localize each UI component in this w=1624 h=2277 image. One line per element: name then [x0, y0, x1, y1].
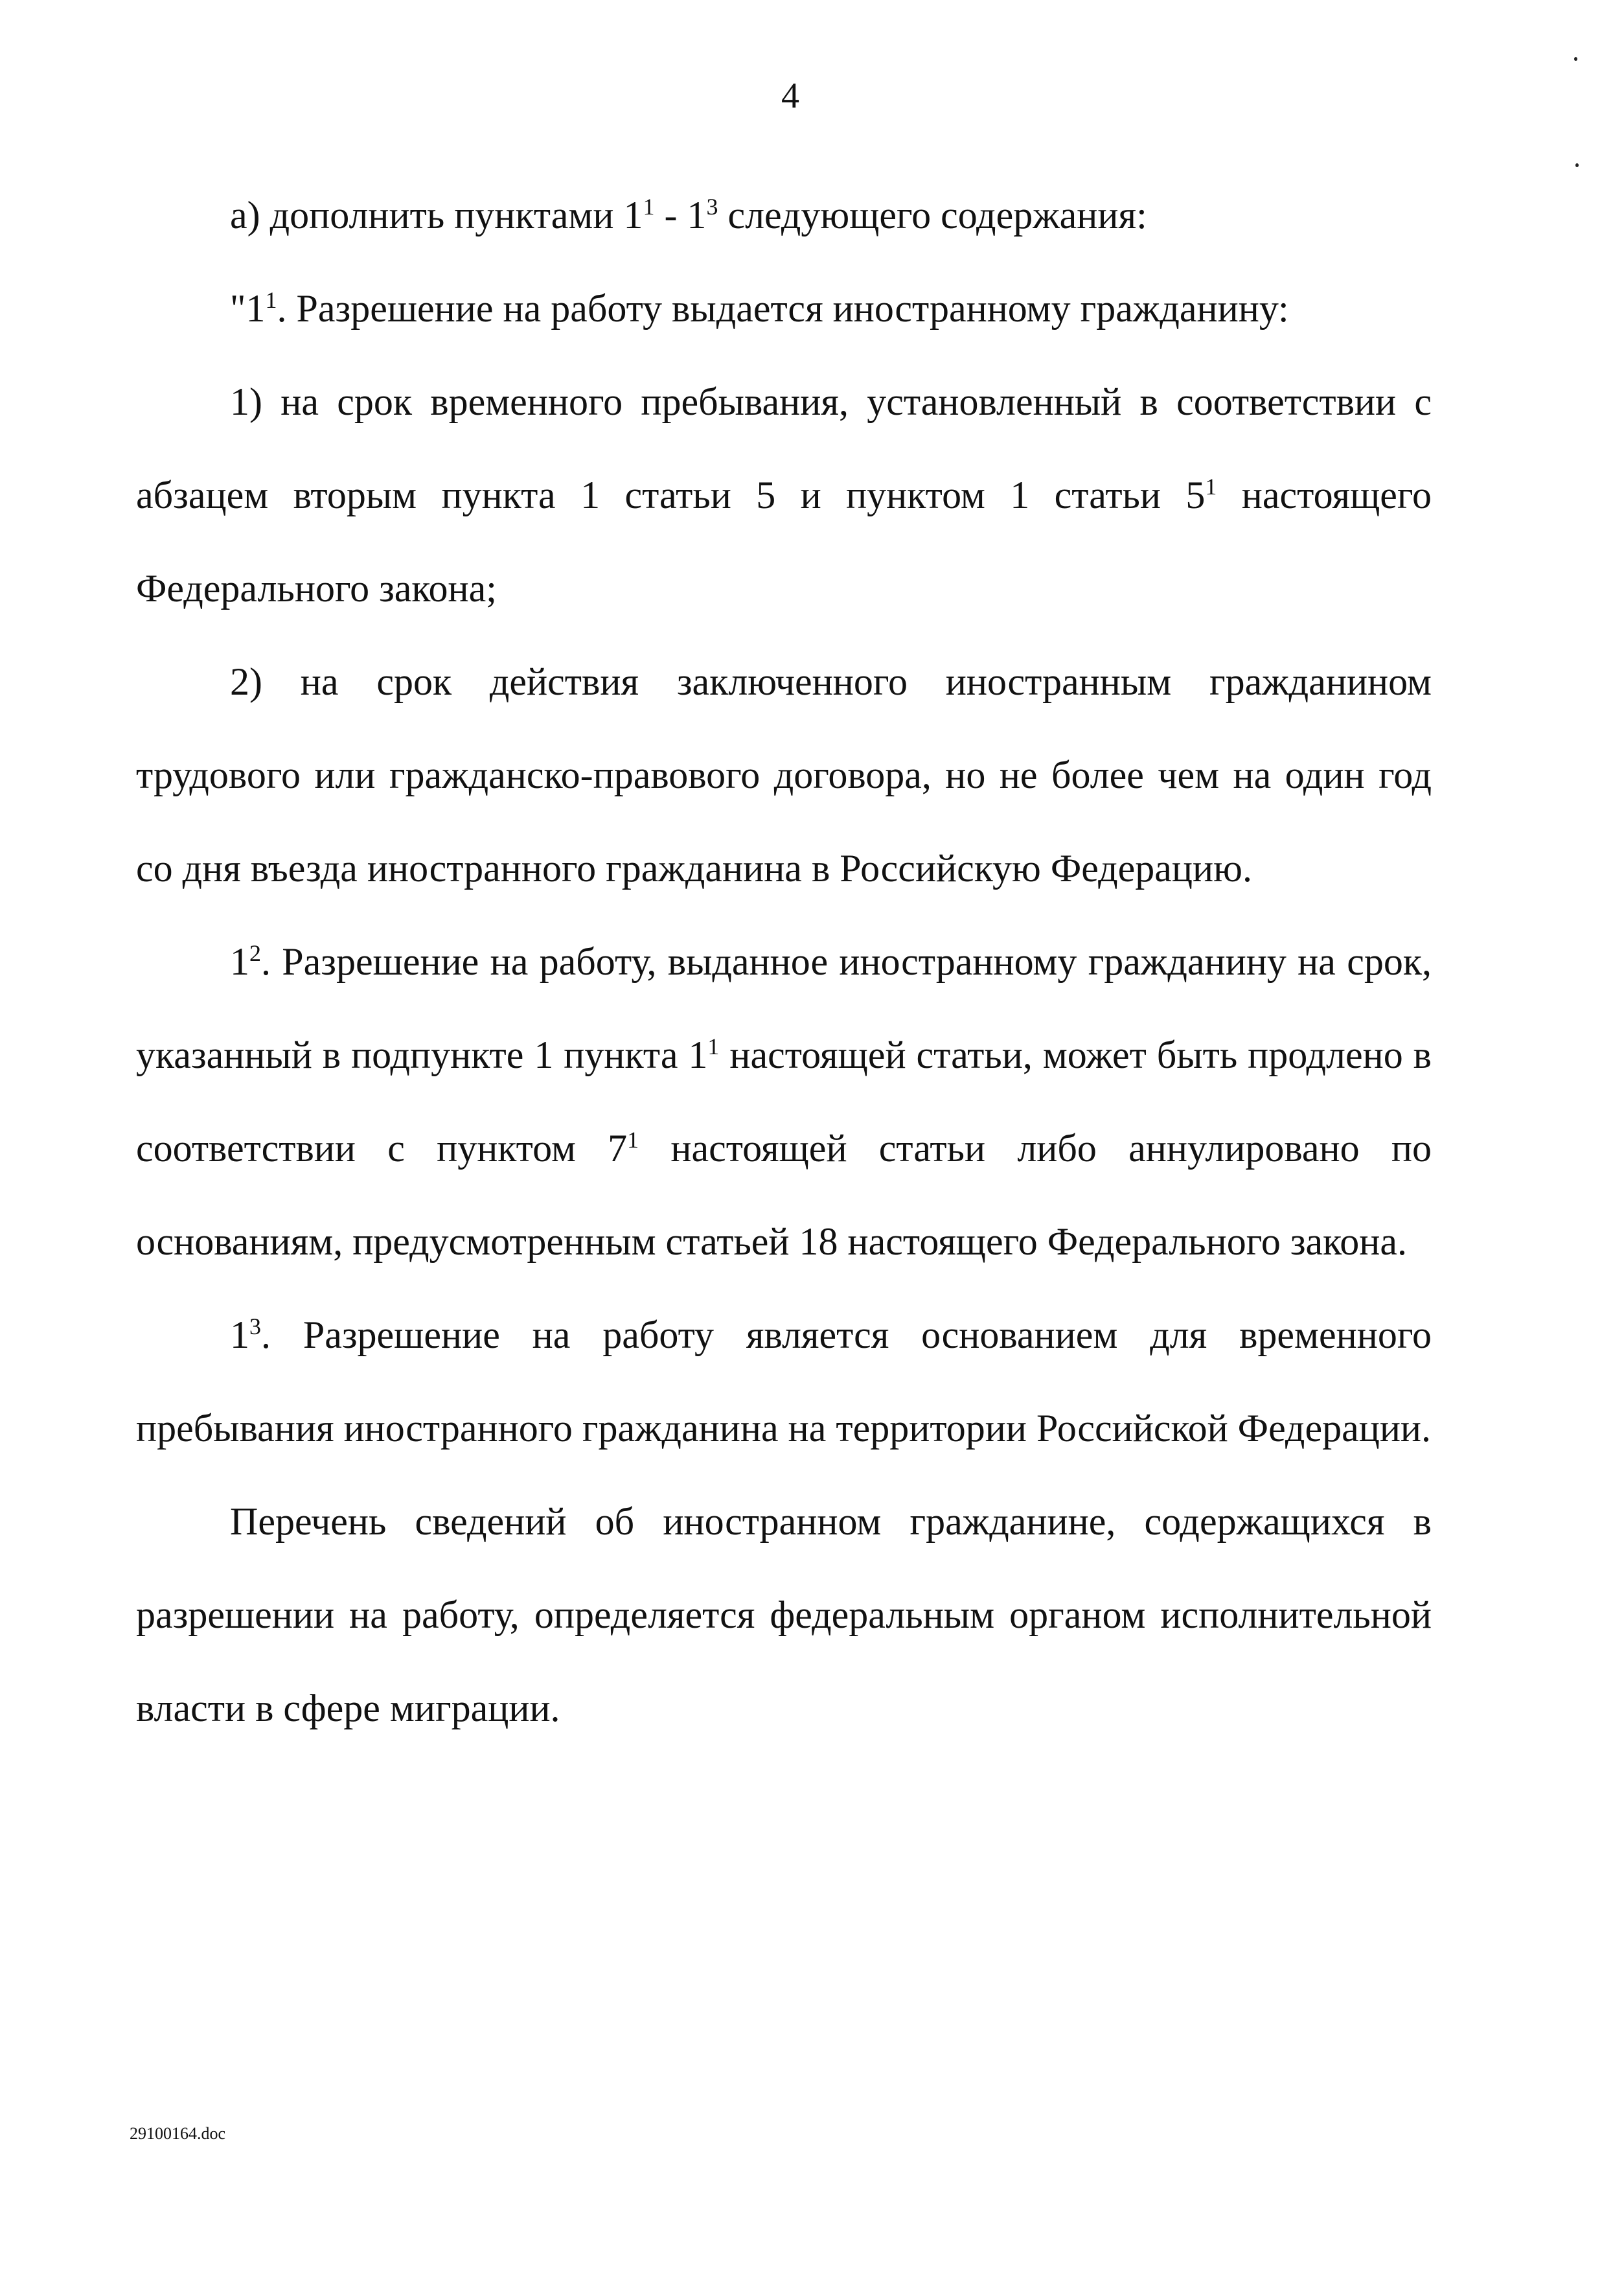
paragraph-information-list: Перечень сведений об иностранном гражданине, содержащихся в разрешении на работу, определяется федеральным органом исполнительной власти в сфере миграции.: [136, 1500, 1432, 1729]
paragraph-clause-1-3: $1^3$. Разрешение на работу является основанием для временного пребывания иностранного гражданина на территории Российской Федерации.: [136, 1313, 1432, 1450]
paragraph-clause-1-1: "$1^1$. Разрешение на работу выдается иностранному гражданину:: [230, 287, 1289, 330]
footer-document-code: 29100164.doc: [130, 2124, 226, 2143]
document-body: [136, 168, 1432, 1755]
paragraph-clause-1-2: $1^2$. Разрешение на работу, выданное иностранному гражданину на срок, указанный в подпункте 1 пункта $1^1$ настоящей статьи, может быть продлено в соответствии с пунктом $7^1$ настоящей статьи либо аннулировано по основаниям, предусмотренным статьей 18 настоящего Федерального закона.: [136, 940, 1432, 1263]
paragraph-subclause-1: 1) на срок временного пребывания, установленный в соответствии с абзацем вторым пункта 1 статьи 5 и пунктом 1 статьи $5^1$ настоящего Федерального закона;: [136, 380, 1432, 610]
scan-speck-top: [1574, 57, 1577, 61]
paragraph-amendment-intro: а) дополнить пунктами $1^1 - 1^3$ следующего содержания:: [230, 194, 1147, 237]
paragraph-subclause-2: 2) на срок действия заключенного иностранным гражданином трудового или гражданско-правового договора, но не более чем на один год со дня въезда иностранного гражданина в Российскую Федерацию.: [136, 660, 1432, 890]
page-number: 4: [781, 76, 799, 116]
scan-speck-mid: [1575, 163, 1579, 167]
